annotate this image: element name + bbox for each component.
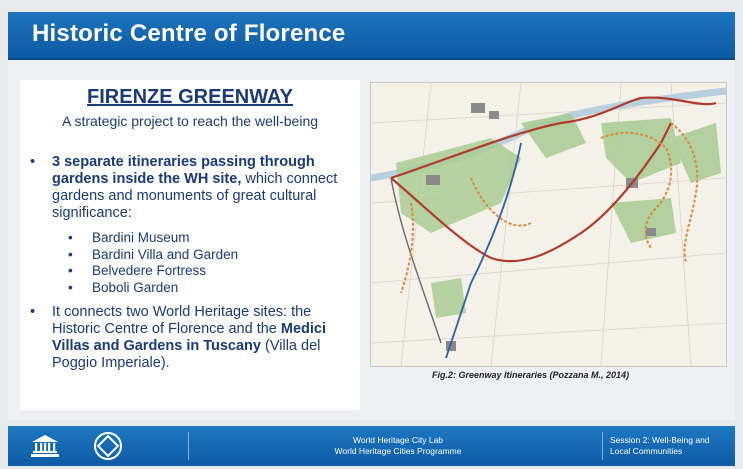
footer-line: Local Communities [610, 446, 683, 456]
map-graphic [371, 83, 726, 366]
footer-bar [8, 426, 735, 466]
sub-list [28, 230, 353, 296]
footer-divider [602, 432, 603, 460]
figure-caption: Fig.2: Greenway Itineraries (Pozzana M., 2014) [432, 370, 630, 380]
bullet-bold-text: 3 separate itineraries passing through gardens inside the WH site, [52, 154, 315, 187]
sub-bullet-dot: • [68, 263, 73, 278]
bullet-item [28, 154, 353, 222]
bullet-dot: • [30, 304, 36, 320]
sub-item-text: Belvedere Fortress [92, 263, 207, 278]
bullet-dot: • [30, 154, 36, 170]
section-heading [20, 86, 360, 109]
footer-divider [188, 432, 189, 460]
section-subheading: A strategic project to reach the well-being [61, 113, 319, 129]
sub-list-item [28, 280, 353, 297]
footer-line: Session 2: Well-Being and [610, 435, 710, 445]
sub-list-item [28, 247, 353, 264]
title-bar [8, 12, 735, 60]
sub-list-item [28, 263, 353, 280]
footer-program [308, 435, 488, 457]
sub-bullet-dot: • [68, 246, 73, 262]
sub-item-text: Bardini Museum [92, 230, 190, 245]
bullet-text: It connects two World Heritage sites: the Historic Centre of Florence and the [52, 304, 312, 337]
sub-bullet-dot: • [68, 230, 73, 245]
sub-item-text: Boboli Garden [92, 279, 179, 295]
bullet-list [28, 154, 353, 372]
footer-line: World Heritage City Lab [352, 435, 444, 445]
unesco-temple-icon [28, 432, 62, 460]
world-heritage-emblem-icon [92, 430, 124, 462]
heading-text: FIRENZE GREENWAY [87, 86, 293, 108]
greenway-map [370, 82, 727, 367]
sub-bullet-dot: • [68, 279, 73, 295]
sub-item-text: Bardini Villa and Garden [92, 246, 239, 262]
bullet-item [28, 304, 353, 372]
text-panel [20, 80, 360, 410]
bullet-text: which connect gardens and monuments of great cultural significance: [52, 171, 338, 221]
footer-session [610, 435, 735, 457]
bullet-bold-text: Medici Villas and Gardens in Tuscany [52, 321, 327, 354]
bullet-text: (Villa del Poggio Imperiale). [52, 338, 321, 371]
sub-list-item [28, 230, 353, 247]
slide-title: Historic Centre of Florence [32, 20, 346, 47]
footer-line: World Heritage Cities Programme [334, 446, 462, 456]
